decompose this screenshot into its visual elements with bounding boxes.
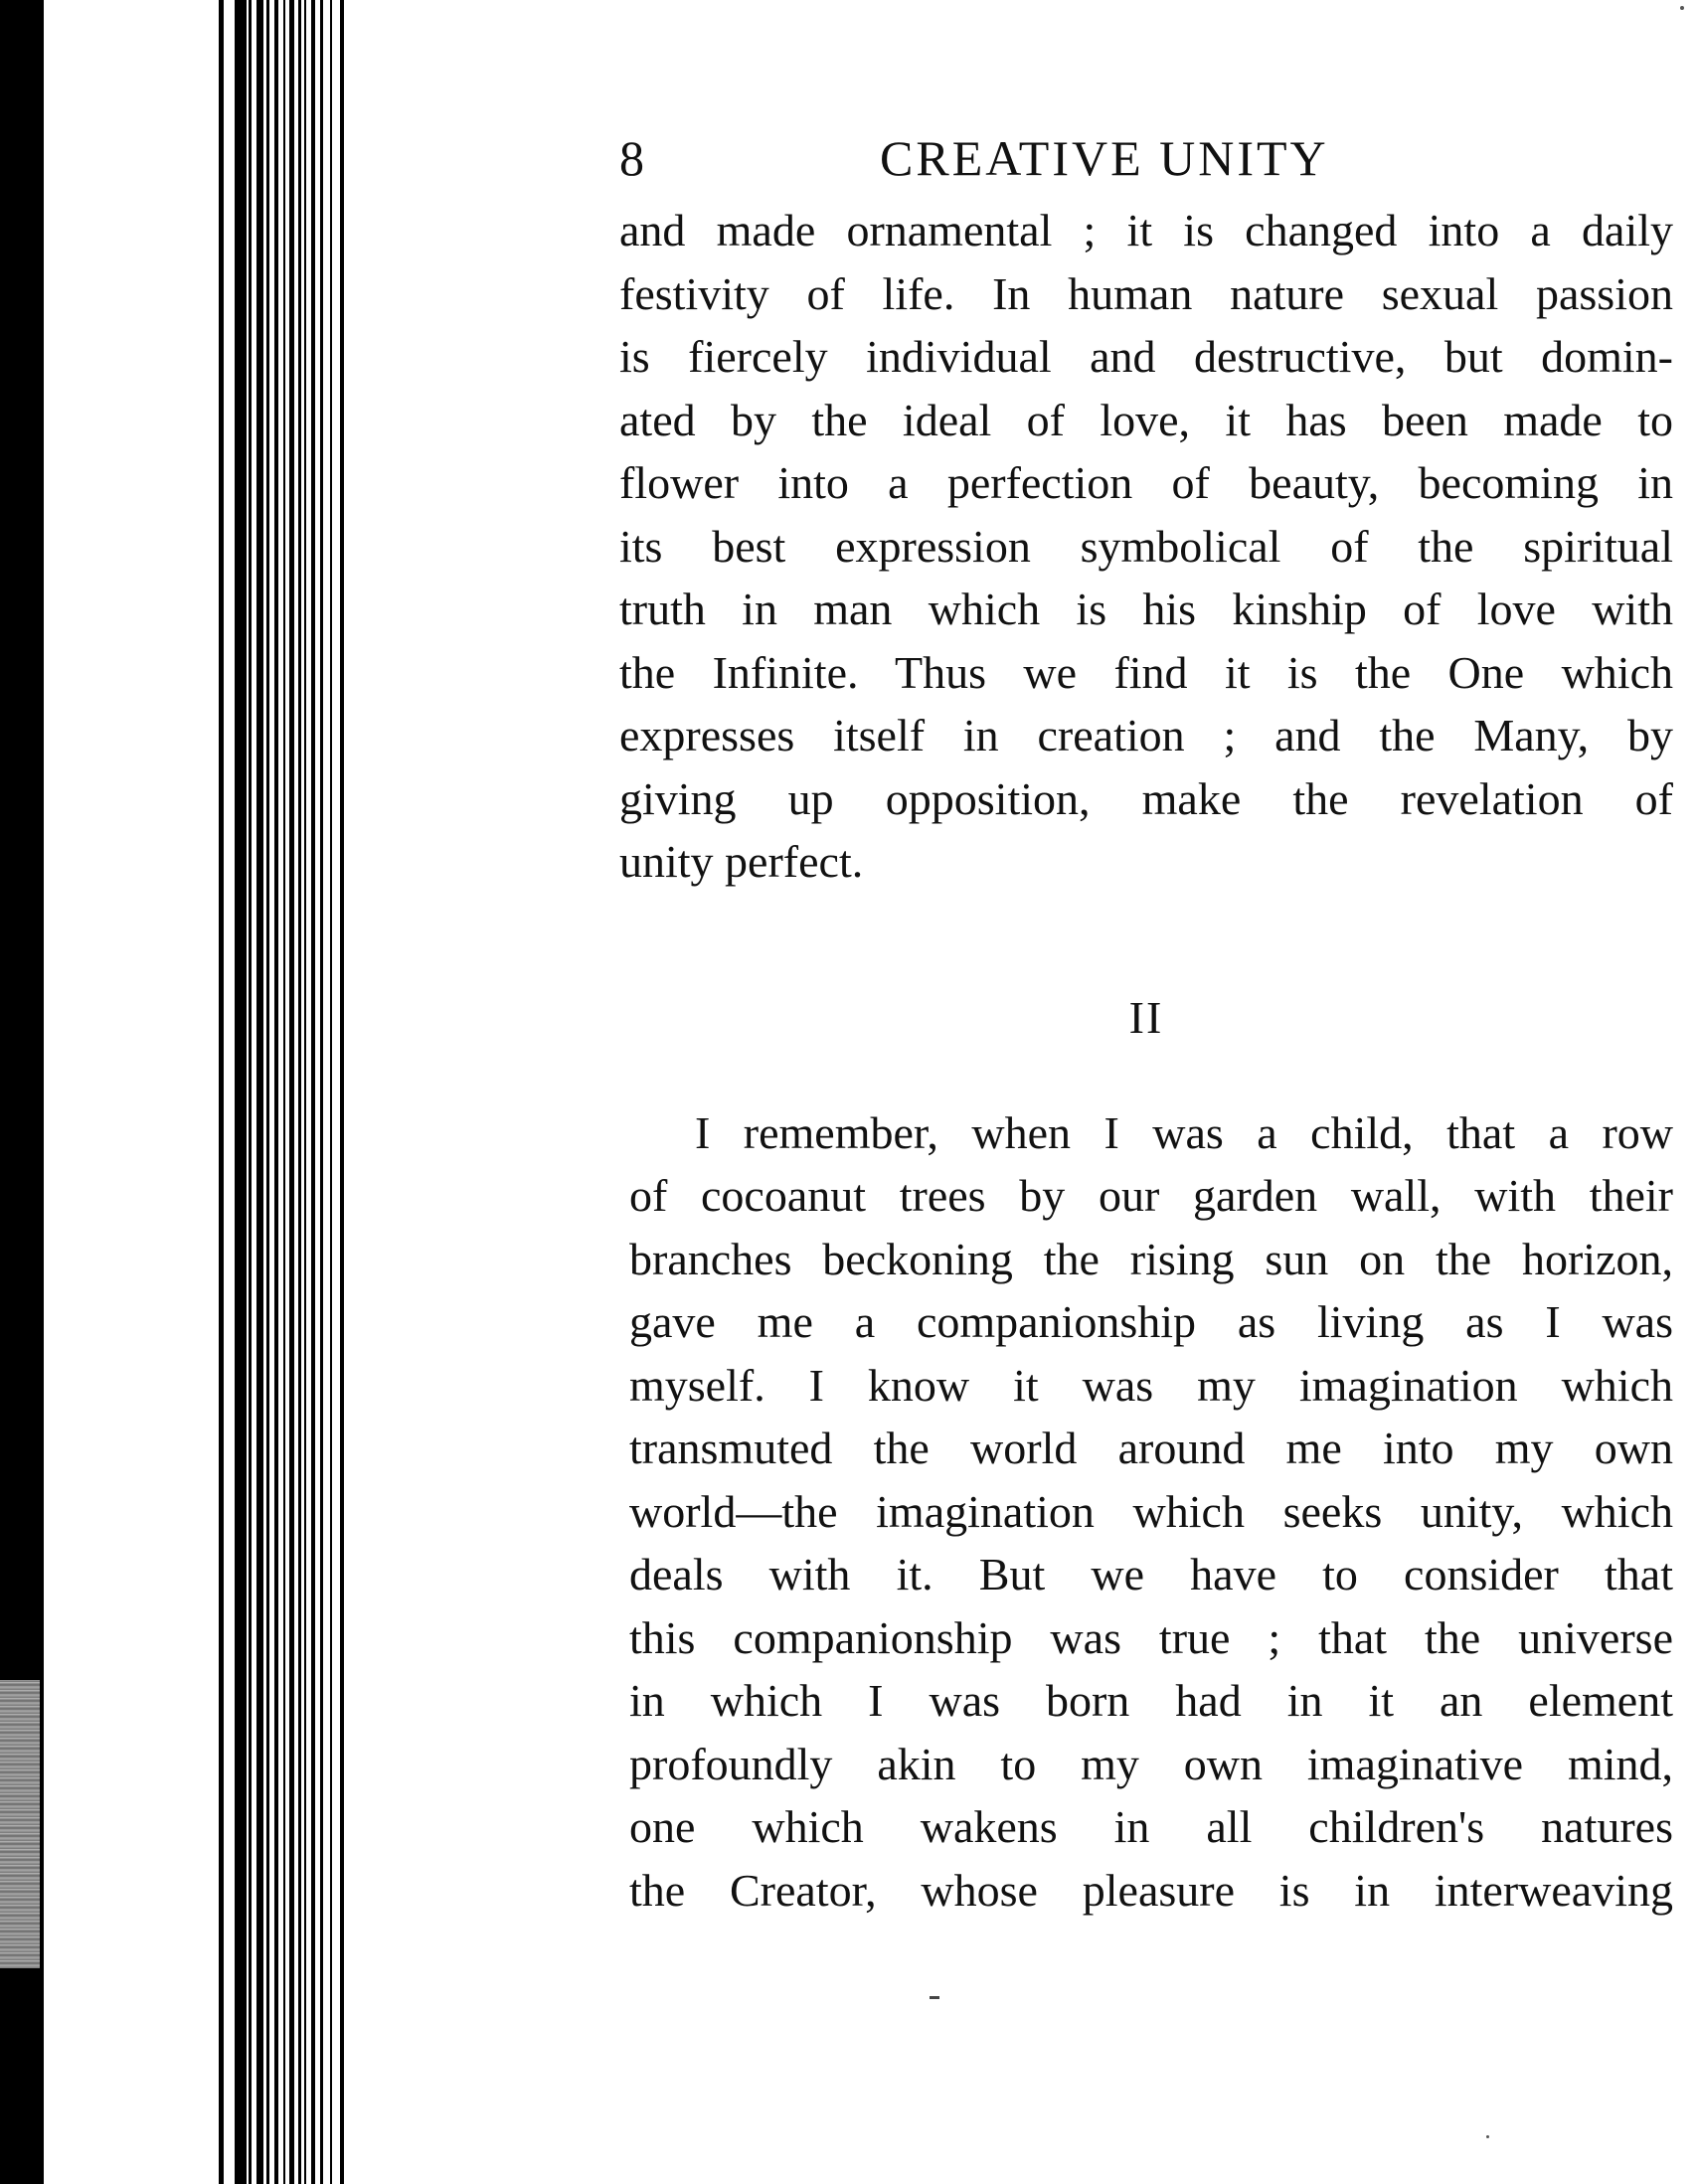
running-title: CREATIVE UNITY (880, 130, 1329, 186)
text-line: unity perfect. (619, 836, 864, 887)
scan-speck (1486, 2135, 1489, 2138)
text-line: one which wakens in all children's natures (629, 1801, 1673, 1852)
text-line: truth in man which is his kinship of love with (619, 584, 1673, 634)
text-line: festivity of life. In human nature sexual passion (619, 267, 1673, 319)
section-heading: II (1128, 991, 1164, 1043)
text-line: ated by the ideal of love, it has been made to (619, 394, 1673, 445)
text-line: I remember, when I was a child, that a row (695, 1106, 1673, 1158)
scan-mark (930, 1996, 939, 1999)
text-line: its best expression symbolical of the spiritual (619, 520, 1673, 572)
paragraph-continued (619, 199, 1673, 894)
text-line: branches beckoning the rising sun on the horizon, (629, 1233, 1673, 1284)
text-line: and made ornamental ; it is changed into a daily (619, 205, 1673, 255)
text-line: myself. I know it was my imagination which (629, 1359, 1673, 1411)
page-number: 8 (619, 130, 645, 186)
text-line: in which I was born had in it an element (629, 1675, 1673, 1726)
book-binding-edge (0, 0, 358, 2184)
text-line: transmuted the world around me into my own (629, 1423, 1673, 1473)
text-line: world—the imagination which seeks unity, which (629, 1485, 1673, 1537)
text-line: expresses itself in creation ; and the Many, by (619, 710, 1673, 760)
text-line: profoundly akin to my own imaginative mind, (629, 1738, 1673, 1789)
text-line: this companionship was true ; that the universe (629, 1611, 1673, 1663)
text-line: is fiercely individual and destructive, but domin- (619, 331, 1673, 382)
scan-speck (1680, 6, 1684, 10)
text-line: deals with it. But we have to consider that (629, 1549, 1673, 1599)
book-page (619, 129, 1673, 1922)
text-line: flower into a perfection of beauty, becoming in (619, 457, 1673, 508)
text-line: gave me a companionship as living as I was (629, 1296, 1673, 1347)
text-line: the Creator, whose pleasure is in interweaving (629, 1864, 1673, 1916)
text-line: giving up opposition, make the revelation of (619, 772, 1673, 824)
text-line: the Infinite. Thus we find it is the One which (619, 646, 1673, 698)
text-line: of cocoanut trees by our garden wall, with their (629, 1170, 1673, 1221)
paragraph-section-two (619, 1101, 1673, 1923)
running-header (619, 129, 1673, 199)
